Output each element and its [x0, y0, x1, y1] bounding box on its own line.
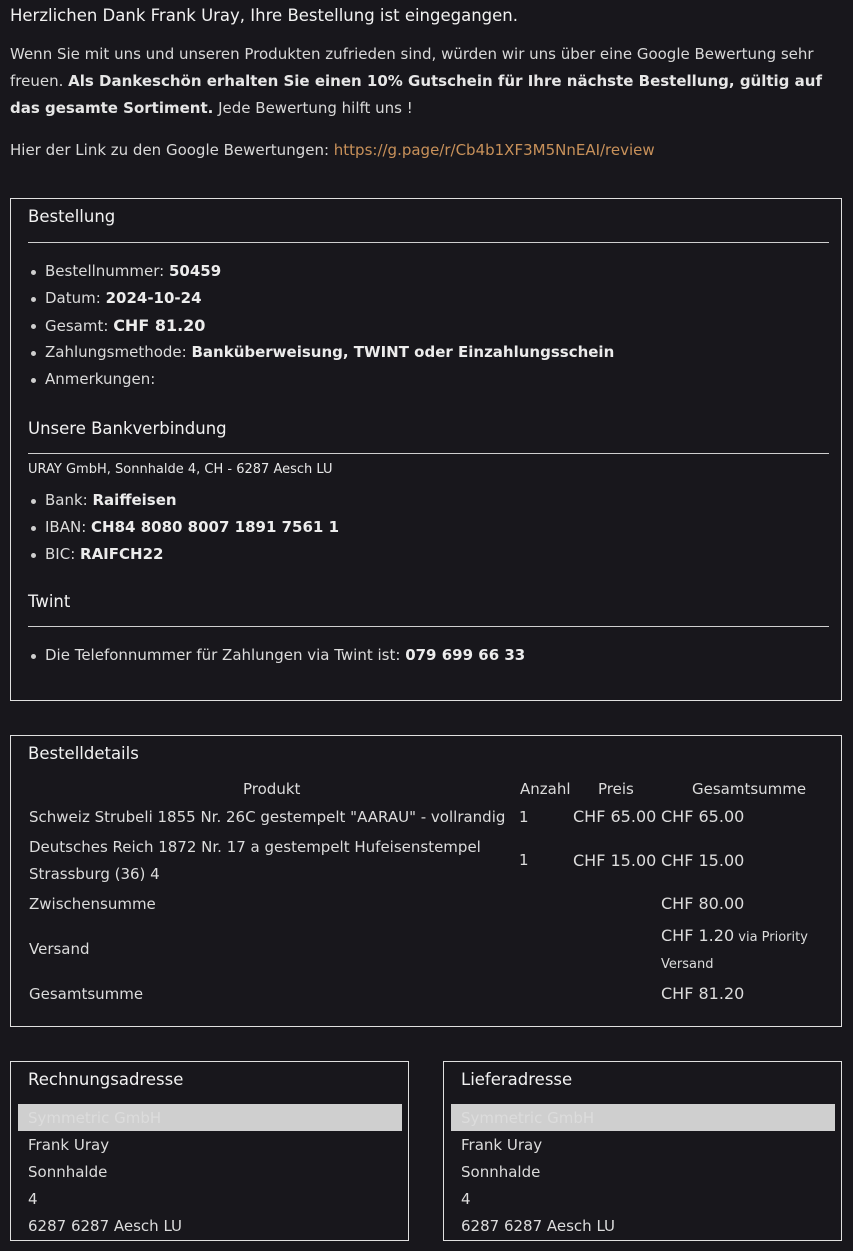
order-date-item: Datum: 2024-10-24	[28, 285, 614, 312]
twint-info-list	[28, 642, 525, 669]
billing-address-box	[10, 1061, 409, 1241]
product-total: CHF 15.00	[661, 851, 745, 870]
voucher-offer-text: Als Dankeschön erhalten Sie einen 10% Gutschein für Ihre nächste Bestellung, gültig auf das gesamte Sortiment.	[10, 72, 822, 117]
column-header-total: Gesamtsumme	[692, 780, 807, 798]
shipping-label: Versand	[29, 940, 90, 958]
product-quantity: 1	[519, 808, 529, 826]
column-header-product: Produkt	[243, 780, 301, 798]
column-header-quantity: Anzahl	[520, 780, 571, 798]
twint-phone-item: Die Telefonnummer für Zahlungen via Twint ist: 079 699 66 33	[28, 642, 525, 669]
shipping-address-lines	[461, 1105, 616, 1235]
bank-name-item: Bank: Raiffeisen	[28, 487, 339, 514]
shipping-value-line	[661, 926, 808, 945]
intro-text-start: Wenn Sie mit uns und unseren Produkten zufrieden sind, würden wir uns über eine Google Bewertung sehr freuen.	[10, 45, 814, 90]
bank-address: URAY GmbH, Sonnhalde 4, CH - 6287 Aesch LU	[28, 462, 333, 477]
shipping-method-continued: Versand	[661, 957, 714, 972]
address-line: Symmetric GmbH	[28, 1109, 162, 1127]
twint-title: Twint	[28, 592, 71, 611]
bank-name: Raiffeisen	[92, 491, 177, 509]
billing-address-lines	[28, 1105, 183, 1235]
google-review-link[interactable]: https://g.page/r/Cb4b1XF3M5NnEAI/review	[333, 141, 655, 159]
divider	[28, 453, 829, 454]
product-name-continued: Strassburg (36) 4	[29, 865, 160, 883]
order-title: Bestellung	[28, 207, 116, 226]
address-line: Frank Uray	[28, 1136, 110, 1154]
billing-title: Rechnungsadresse	[28, 1070, 184, 1089]
subtotal-value: CHF 80.00	[661, 894, 745, 913]
shipping-title: Lieferadresse	[461, 1070, 573, 1089]
product-price: CHF 65.00	[573, 807, 657, 826]
address-line: Sonnhalde	[28, 1163, 108, 1181]
product-name: Deutsches Reich 1872 Nr. 17 a gestempelt Hufeisenstempel	[29, 838, 481, 856]
intro-text-end: Jede Bewertung hilft uns !	[213, 99, 413, 117]
payment-method: Banküberweisung, TWINT oder Einzahlungsschein	[191, 343, 615, 361]
bank-title: Unsere Bankverbindung	[28, 419, 227, 438]
twint-phone: 079 699 66 33	[405, 646, 526, 664]
review-link-label: Hier der Link zu den Google Bewertungen:	[10, 141, 334, 159]
order-date: 2024-10-24	[105, 289, 202, 307]
shipping-method: via Priority	[734, 930, 808, 945]
order-number-item: Bestellnummer: 50459	[28, 258, 614, 285]
review-intro-text	[10, 41, 840, 122]
order-info-list	[28, 258, 614, 393]
order-box	[10, 198, 842, 701]
iban: CH84 8080 8007 1891 7561 1	[91, 518, 340, 536]
review-link-line	[10, 141, 840, 159]
product-quantity: 1	[519, 851, 529, 869]
grand-total-label: Gesamtsumme	[29, 985, 144, 1003]
address-line: 4	[28, 1190, 38, 1208]
order-number: 50459	[168, 262, 222, 280]
subtotal-label: Zwischensumme	[29, 895, 156, 913]
notes-item: Anmerkungen:	[28, 366, 614, 393]
order-total-item: Gesamt: CHF 81.20	[28, 312, 614, 339]
bic: RAIFCH22	[80, 545, 164, 563]
address-line: 6287 6287 Aesch LU	[28, 1217, 183, 1235]
order-total: CHF 81.20	[113, 316, 206, 335]
divider	[28, 242, 829, 243]
product-name: Schweiz Strubeli 1855 Nr. 26C gestempelt "AARAU" - vollrandig	[29, 808, 506, 826]
grand-total-value: CHF 81.20	[661, 984, 745, 1003]
thank-you-heading: Herzlichen Dank Frank Uray, Ihre Bestellung ist eingegangen.	[10, 6, 519, 25]
column-header-price: Preis	[598, 780, 634, 798]
divider	[28, 626, 829, 627]
order-details-box	[10, 735, 842, 1027]
iban-item: IBAN: CH84 8080 8007 1891 7561 1	[28, 514, 339, 541]
bank-info-list	[28, 487, 339, 568]
address-line: Sonnhalde	[461, 1163, 541, 1181]
address-line: Symmetric GmbH	[461, 1109, 595, 1127]
payment-method-item: Zahlungsmethode: Banküberweisung, TWINT oder Einzahlungsschein	[28, 339, 614, 366]
bic-item: BIC: RAIFCH22	[28, 541, 339, 568]
address-line: 6287 6287 Aesch LU	[461, 1217, 616, 1235]
shipping-value: CHF 1.20	[661, 926, 735, 945]
shipping-address-box	[443, 1061, 842, 1241]
product-total: CHF 65.00	[661, 807, 745, 826]
address-line: 4	[461, 1190, 471, 1208]
address-line: Frank Uray	[461, 1136, 543, 1154]
product-price: CHF 15.00	[573, 851, 657, 870]
details-title: Bestelldetails	[28, 744, 139, 763]
